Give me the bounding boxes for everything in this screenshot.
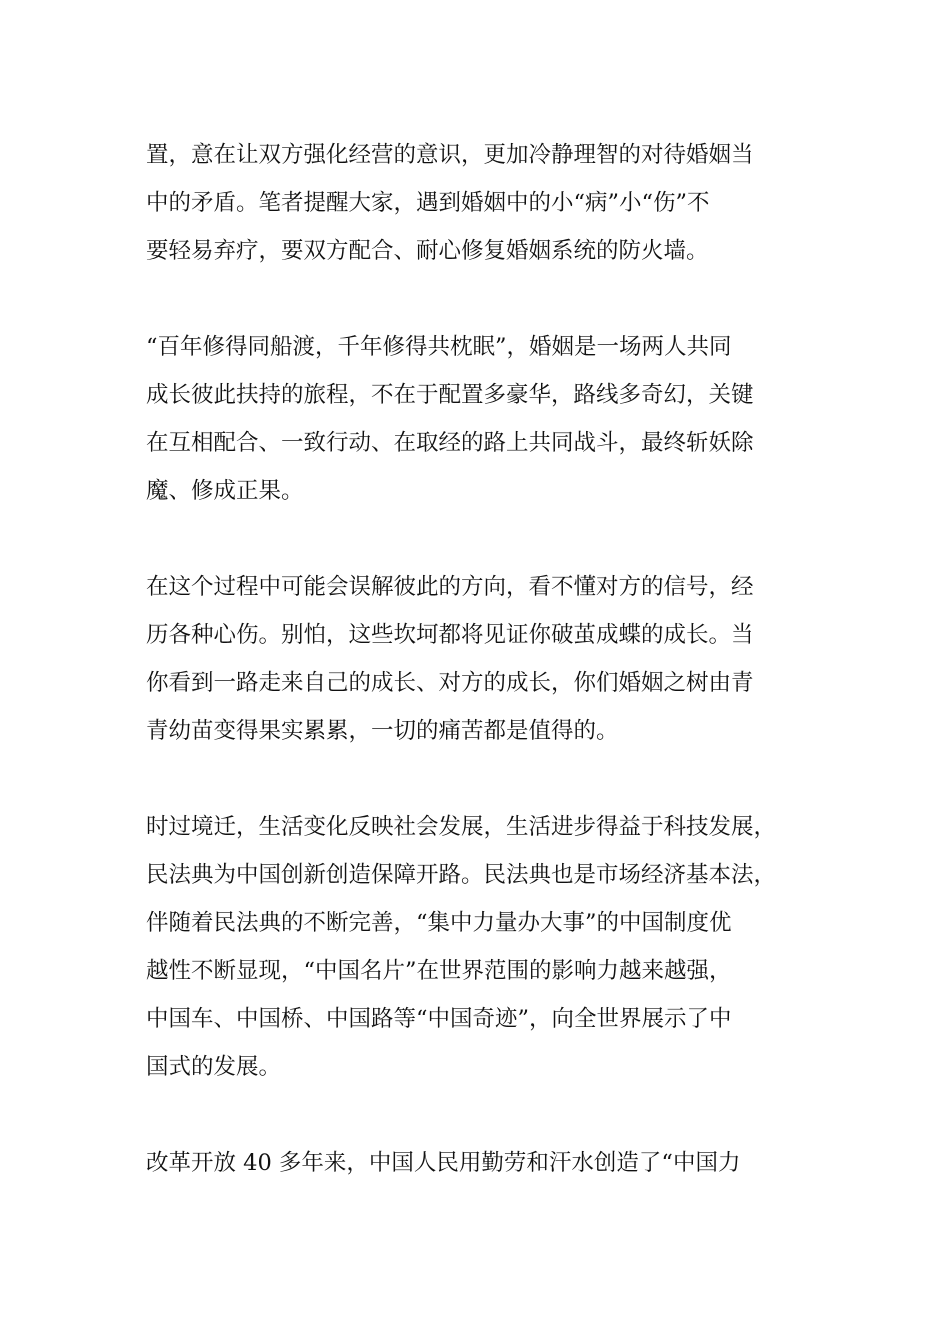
text-line: 要轻易弃疗，要双方配合、耐心修复婚姻系统的防火墙。 [146, 238, 709, 264]
text-line: 国式的发展。 [146, 1054, 282, 1080]
text-line: 置，意在让双方强化经营的意识，更加冷静理智的对待婚姻当 [146, 142, 754, 168]
text-line: 在这个过程中可能会误解彼此的方向，看不懂对方的信号，经 [146, 574, 754, 600]
text-line: 历各种心伤。别怕，这些坎坷都将见证你破茧成蝶的成长。当 [146, 622, 754, 648]
text-line: 魔、修成正果。 [146, 478, 304, 504]
text-line: 你看到一路走来自己的成长、对方的成长，你们婚姻之树由青 [146, 670, 754, 696]
text-line: 改革开放 40 多年来，中国人民用勤劳和汗水创造了“中国力 [146, 1150, 741, 1176]
paragraph-4 [146, 803, 816, 1091]
text-line: 民法典为中国创新创造保障开路。民法典也是市场经济基本法， [146, 862, 777, 888]
text-line: 越性不断显现，“中国名片”在世界范围的影响力越来越强， [146, 958, 732, 984]
paragraph-2 [146, 323, 816, 515]
text-line: 成长彼此扶持的旅程，不在于配置多豪华，路线多奇幻，关键 [146, 382, 754, 408]
text-line: 伴随着民法典的不断完善，“集中力量办大事”的中国制度优 [146, 910, 732, 936]
text-line: 在互相配合、一致行动、在取经的路上共同战斗，最终斩妖除 [146, 430, 754, 456]
paragraph-3 [146, 563, 816, 755]
document-body [146, 131, 816, 1235]
paragraph-5 [146, 1139, 816, 1187]
text-line: 中的矛盾。笔者提醒大家，遇到婚姻中的小“病”小“伤”不 [146, 190, 710, 216]
text-line: 青幼苗变得果实累累，一切的痛苦都是值得的。 [146, 718, 619, 744]
text-line: 时过境迁，生活变化反映社会发展，生活进步得益于科技发展， [146, 814, 777, 840]
paragraph-1 [146, 131, 816, 275]
text-line: 中国车、中国桥、中国路等“中国奇迹”，向全世界展示了中 [146, 1006, 732, 1032]
text-line: “百年修得同船渡，千年修得共枕眠”，婚姻是一场两人共同 [146, 334, 732, 360]
